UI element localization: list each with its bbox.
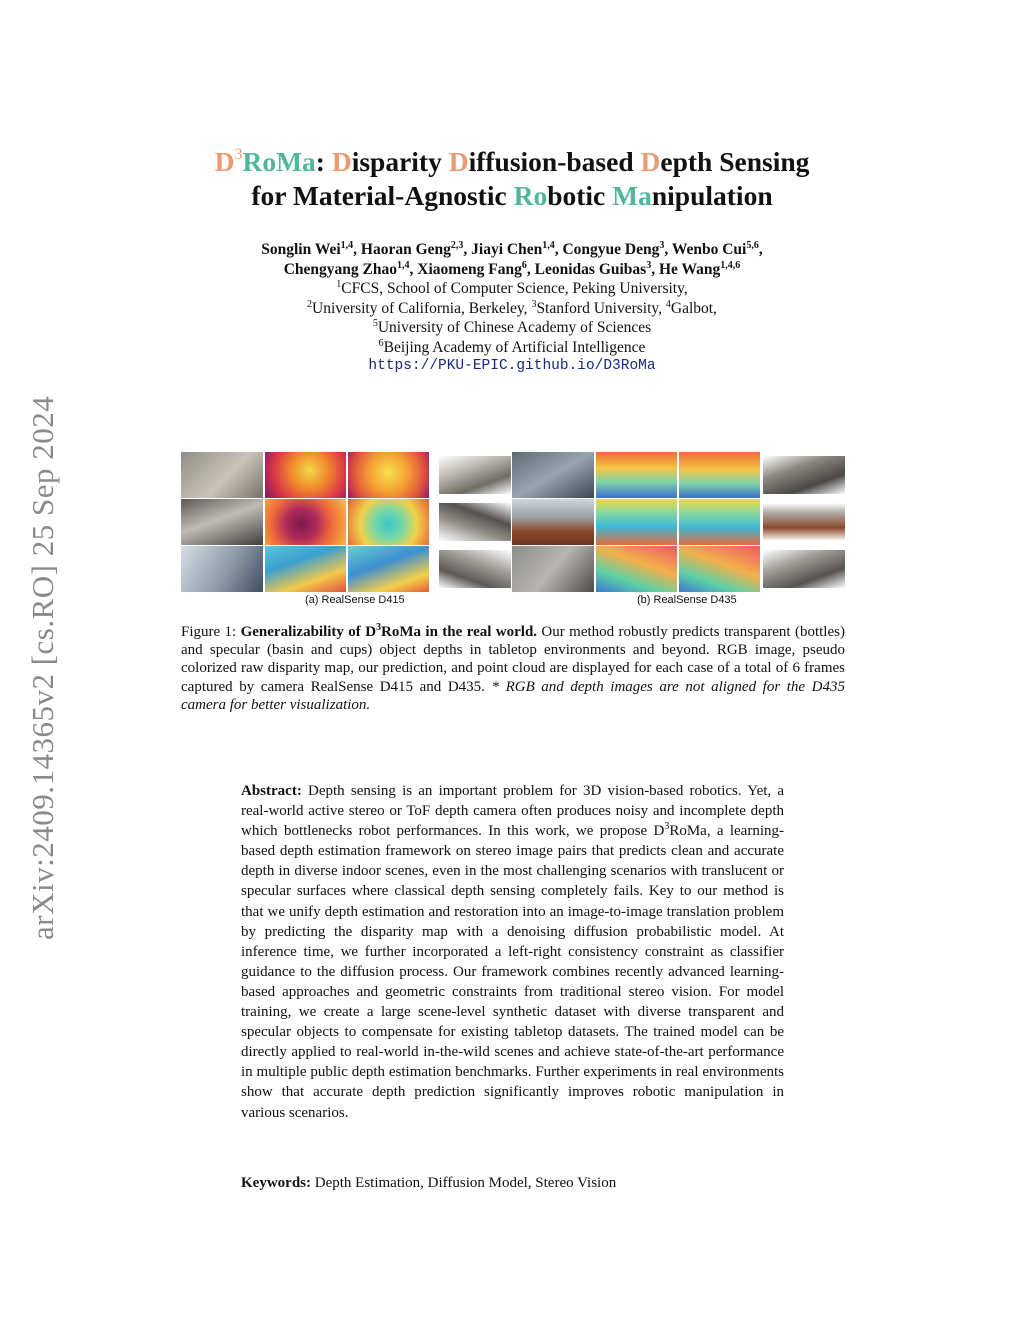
title-word-manipulation: nipulation — [651, 180, 773, 211]
image-rgb — [181, 452, 263, 498]
image-rgb — [512, 546, 594, 592]
title-pre: for Material-Agnostic — [251, 180, 514, 211]
image-raw-disparity — [596, 499, 677, 545]
keywords: Keywords: Depth Estimation, Diffusion Model, Stereo Vision — [241, 1175, 617, 1191]
author-line-2 — [0, 260, 1024, 280]
image-raw-disparity — [265, 452, 346, 498]
image-prediction — [348, 499, 429, 545]
author: Wenbo Cui$^{5,6}$, — [671, 239, 763, 258]
figure-1 — [181, 452, 845, 606]
author-block — [0, 240, 1024, 377]
abstract-label: Abstract: — [241, 783, 302, 799]
subfigure-label-b: (b) RealSense D435 — [637, 594, 737, 606]
image-rgb — [512, 499, 594, 545]
title-initial-manipulation: Ma — [612, 180, 652, 211]
author: Leonidas Guibas$^3$, — [534, 259, 659, 278]
author-line-1 — [0, 240, 1024, 260]
image-raw-disparity — [596, 546, 677, 592]
image-prediction — [679, 546, 760, 592]
image-raw-disparity — [265, 546, 346, 592]
title-initial-diffusion: D — [448, 146, 469, 177]
image-prediction — [679, 499, 760, 545]
title-word-depth: epth Sensing — [660, 146, 810, 177]
title-word-robotic: botic — [547, 180, 613, 211]
author: Chengyang Zhao$^{1,4}$, — [283, 259, 418, 278]
figure-caption: Figure 1: Generalizability of $D^3RoMa$ in the real world. Our method robustly predicts transparent (bottles) and specular (basin and cups) object depths in tabletop environments and beyond. RGB image, pseudo colorized raw disparity map, our prediction, and point cloud are displayed for each case of a total of 6 frames captured by camera RealSense D415 and D435. * RGB and depth images are not aligned for the D435 camera for better visualization. — [181, 622, 845, 713]
subfigure-label-a: (a) RealSense D415 — [305, 594, 405, 606]
image-rgb — [512, 452, 594, 498]
title-word-diffusion: iffusion-based — [468, 146, 641, 177]
affiliation-2-3-4: $^2$University of California, Berkeley, $^3$Stanford University, $^4$Galbot, — [307, 298, 717, 317]
author: Songlin Wei$^{1,4}$, — [261, 239, 361, 258]
author: Jiayi Chen$^{1,4}$, — [471, 239, 563, 258]
image-point-cloud — [439, 550, 511, 588]
author: Haoran Geng$^{2,3}$, — [360, 239, 472, 258]
arxiv-stamp: arXiv:2409.14365v2 [cs.RO] 25 Sep 2024 — [25, 395, 60, 940]
keywords-label: Keywords: — [241, 1175, 311, 1191]
image-raw-disparity — [596, 452, 677, 498]
image-prediction — [348, 546, 429, 592]
author: Congyue Deng$^3$, — [562, 239, 672, 258]
affiliation-5: $^5$University of Chinese Academy of Sciences — [372, 317, 652, 336]
image-point-cloud — [439, 456, 511, 494]
image-prediction — [679, 452, 760, 498]
image-rgb — [181, 499, 263, 545]
abstract: Abstract: Depth sensing is an important problem for 3D vision-based robotics. Yet, a real-world active stereo or ToF depth camera often produces noisy and incomplete depth which bottlenecks robot performances. In this work, we propose $D^3RoMa$, a learning-based depth estimation framework on stereo image pairs that predicts clean and accurate depth in diverse indoor scenes, even in the most challenging scenarios with translucent or specular surfaces where classical depth sensing completely fails. Key to our method is that we unify depth estimation and restoration into an image-to-image translation problem by predicting the disparity map with a denoising diffusion probabilistic model. At inference time, we further incorporated a left-right consistency constraint as classifier guidance to the diffusion process. Our framework combines recently advanced learning-based approaches and geometric constraints from traditional stereo vision. For model training, we create a large scene-level synthetic dataset with diverse transparent and specular objects to compensate for existing tabletop datasets. The trained model can be directly applied to real-world in-the-wild scenes and achieve state-of-the-art performance in multiple public depth estimation benchmarks. Further experiments in real environments show that accurate depth prediction significantly improves robotic manipulation in various scenarios. — [241, 783, 784, 1121]
image-point-cloud — [763, 503, 845, 541]
affiliation-6: $^6$Beijing Academy of Artificial Intelligence — [378, 337, 646, 356]
title-sup: 3 — [234, 146, 243, 163]
image-prediction — [348, 452, 429, 498]
image-point-cloud — [439, 503, 511, 541]
affiliation-1: $^1$CFCS, School of Computer Science, Peking University, — [336, 278, 688, 297]
author: He Wang$^{1,4,6}$ — [658, 259, 741, 278]
title-initial-robotic: Ro — [513, 180, 548, 211]
author: Xiaomeng Fang$^6$, — [417, 259, 535, 278]
title-roma: RoMa — [242, 146, 316, 177]
image-raw-disparity — [265, 499, 346, 545]
title-initial-disparity: D — [331, 146, 352, 177]
image-point-cloud — [763, 550, 845, 588]
title-d: D — [214, 146, 235, 177]
image-rgb — [181, 546, 263, 592]
paper-title — [0, 138, 1024, 213]
image-point-cloud — [763, 456, 845, 494]
title-colon: : — [315, 146, 332, 177]
title-initial-depth: D — [640, 146, 661, 177]
project-url-link[interactable]: https://PKU-EPIC.github.io/D3RoMa — [368, 358, 656, 374]
title-line-2 — [0, 179, 1024, 213]
title-word-disparity: isparity — [351, 146, 449, 177]
title-line-1 — [0, 138, 1024, 179]
